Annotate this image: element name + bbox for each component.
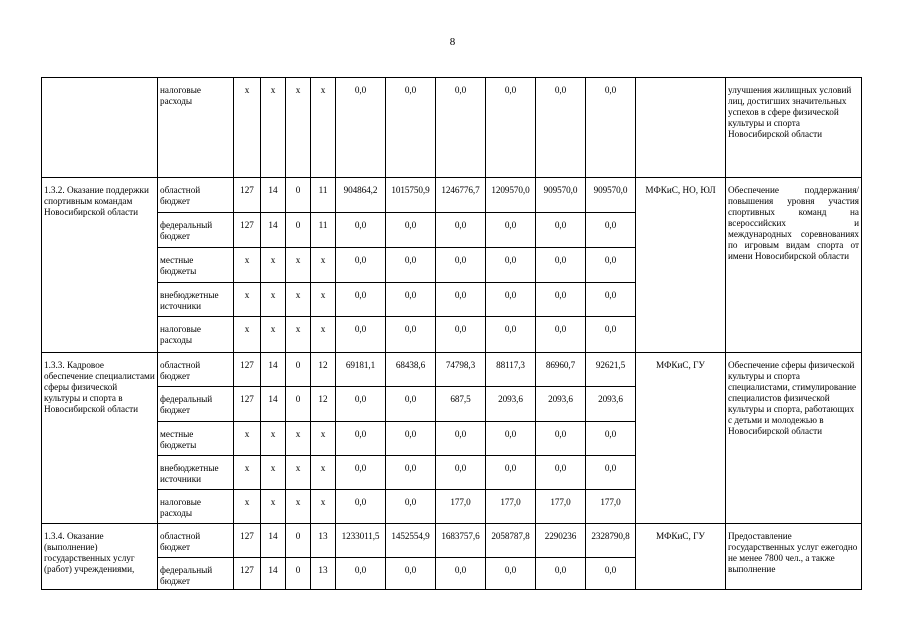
- expected-result-cell: Обеспечение поддержания/повышения уровня участия спортивных команд на всероссийских и международных соревнованиях по игровым видам спорта от имени Новосибирской области: [726, 178, 862, 353]
- expected-result-cell: Обеспечение сферы физической культуры и спорта специалистами, стимулирование специалистов физической культуры и спорта, работающих с детьми и молодежью в Новосибирской области: [726, 353, 862, 524]
- grbs-cell: х: [234, 317, 261, 353]
- amount-cell: 687,5: [436, 387, 486, 422]
- grbs-cell: х: [234, 248, 261, 283]
- amount-cell: 177,0: [486, 490, 536, 524]
- amount-cell: 0,0: [336, 78, 386, 178]
- funding-source-cell: федеральный бюджет: [158, 558, 234, 590]
- funding-source-cell: областной бюджет: [158, 178, 234, 213]
- amount-cell: 0,0: [586, 78, 636, 178]
- grbs-cell: 127: [234, 213, 261, 248]
- amount-cell: 2093,6: [536, 387, 586, 422]
- expected-result-cell: улучшения жилищных условий лиц, достигших значительных успехов в сфере физической культуры и спорта Новосибирской области: [726, 78, 862, 178]
- amount-cell: 177,0: [586, 490, 636, 524]
- page-number: 8: [449, 36, 456, 48]
- rz-cell: х: [261, 248, 286, 283]
- funding-source-cell: областной бюджет: [158, 524, 234, 558]
- amount-cell: 1015750,9: [386, 178, 436, 213]
- rz-cell: х: [261, 456, 286, 490]
- amount-cell: 0,0: [486, 422, 536, 456]
- amount-cell: 86960,7: [536, 353, 586, 387]
- amount-cell: 1209570,0: [486, 178, 536, 213]
- amount-cell: 904864,2: [336, 178, 386, 213]
- executor-cell: МФКиС, ГУ: [636, 524, 726, 590]
- amount-cell: 0,0: [486, 213, 536, 248]
- csr-cell: х: [311, 317, 336, 353]
- rz-cell: х: [261, 422, 286, 456]
- amount-cell: 0,0: [536, 317, 586, 353]
- rz-cell: х: [261, 78, 286, 178]
- grbs-cell: 127: [234, 524, 261, 558]
- funding-source-cell: налоговые расходы: [158, 317, 234, 353]
- amount-cell: 0,0: [536, 78, 586, 178]
- amount-cell: 177,0: [436, 490, 486, 524]
- amount-cell: 0,0: [386, 317, 436, 353]
- amount-cell: 0,0: [536, 283, 586, 317]
- amount-cell: 2058787,8: [486, 524, 536, 558]
- amount-cell: 909570,0: [586, 178, 636, 213]
- csr-cell: х: [311, 283, 336, 317]
- amount-cell: 0,0: [486, 317, 536, 353]
- amount-cell: 92621,5: [586, 353, 636, 387]
- grbs-cell: х: [234, 456, 261, 490]
- funding-source-cell: местные бюджеты: [158, 422, 234, 456]
- amount-cell: 1452554,9: [386, 524, 436, 558]
- amount-cell: 1233011,5: [336, 524, 386, 558]
- grbs-cell: х: [234, 78, 261, 178]
- funding-source-cell: налоговые расходы: [158, 78, 234, 178]
- amount-cell: 0,0: [586, 248, 636, 283]
- amount-cell: 0,0: [586, 317, 636, 353]
- grbs-cell: х: [234, 490, 261, 524]
- pr-cell: 0: [286, 558, 311, 590]
- csr-cell: 12: [311, 353, 336, 387]
- amount-cell: 0,0: [486, 558, 536, 590]
- funding-source-cell: внебюджетные источники: [158, 283, 234, 317]
- csr-cell: х: [311, 422, 336, 456]
- csr-cell: х: [311, 248, 336, 283]
- amount-cell: 1246776,7: [436, 178, 486, 213]
- rz-cell: х: [261, 283, 286, 317]
- amount-cell: 177,0: [536, 490, 586, 524]
- pr-cell: х: [286, 422, 311, 456]
- amount-cell: 0,0: [536, 456, 586, 490]
- amount-cell: 88117,3: [486, 353, 536, 387]
- amount-cell: 0,0: [386, 248, 436, 283]
- csr-cell: 11: [311, 213, 336, 248]
- amount-cell: 0,0: [536, 422, 586, 456]
- csr-cell: 12: [311, 387, 336, 422]
- amount-cell: 0,0: [486, 248, 536, 283]
- table-row: [42, 178, 862, 213]
- amount-cell: 0,0: [336, 213, 386, 248]
- measure-name-cell: 1.3.4. Оказание (выполнение) государственных услуг (работ) учреждениями,: [42, 524, 158, 590]
- amount-cell: 0,0: [586, 283, 636, 317]
- amount-cell: 0,0: [436, 248, 486, 283]
- amount-cell: 0,0: [386, 456, 436, 490]
- pr-cell: 0: [286, 353, 311, 387]
- budget-table: [41, 77, 862, 590]
- grbs-cell: 127: [234, 353, 261, 387]
- rz-cell: 14: [261, 387, 286, 422]
- amount-cell: 0,0: [386, 558, 436, 590]
- grbs-cell: 127: [234, 558, 261, 590]
- funding-source-cell: областной бюджет: [158, 353, 234, 387]
- measure-name-cell: 1.3.3. Кадровое обеспечение специалистами сферы физической культуры и спорта в Новосибирской области: [42, 353, 158, 524]
- funding-source-cell: федеральный бюджет: [158, 213, 234, 248]
- csr-cell: 11: [311, 178, 336, 213]
- pr-cell: х: [286, 456, 311, 490]
- measure-name-cell: 1.3.2. Оказание поддержки спортивным командам Новосибирской области: [42, 178, 158, 353]
- grbs-cell: 127: [234, 387, 261, 422]
- executor-cell: МФКиС, ГУ: [636, 353, 726, 524]
- amount-cell: 0,0: [386, 422, 436, 456]
- amount-cell: 2093,6: [486, 387, 536, 422]
- funding-source-cell: внебюджетные источники: [158, 456, 234, 490]
- amount-cell: 0,0: [336, 387, 386, 422]
- amount-cell: 0,0: [536, 248, 586, 283]
- amount-cell: 0,0: [336, 317, 386, 353]
- amount-cell: 0,0: [336, 422, 386, 456]
- csr-cell: х: [311, 490, 336, 524]
- rz-cell: 14: [261, 353, 286, 387]
- amount-cell: 2093,6: [586, 387, 636, 422]
- pr-cell: 0: [286, 524, 311, 558]
- amount-cell: 0,0: [586, 213, 636, 248]
- amount-cell: 0,0: [436, 456, 486, 490]
- pr-cell: 0: [286, 213, 311, 248]
- rz-cell: 14: [261, 213, 286, 248]
- rz-cell: 14: [261, 178, 286, 213]
- measure-name-cell: [42, 78, 158, 178]
- executor-cell: [636, 78, 726, 178]
- rz-cell: х: [261, 317, 286, 353]
- amount-cell: 909570,0: [536, 178, 586, 213]
- table-row: [42, 353, 862, 387]
- amount-cell: 0,0: [486, 78, 536, 178]
- grbs-cell: 127: [234, 178, 261, 213]
- expected-result-cell: Предоставление государственных услуг ежегодно не менее 7800 чел., а также выполнение: [726, 524, 862, 590]
- executor-cell: МФКиС, НО, ЮЛ: [636, 178, 726, 353]
- amount-cell: 0,0: [536, 558, 586, 590]
- csr-cell: х: [311, 456, 336, 490]
- funding-source-cell: местные бюджеты: [158, 248, 234, 283]
- amount-cell: 0,0: [586, 422, 636, 456]
- amount-cell: 0,0: [386, 213, 436, 248]
- pr-cell: х: [286, 283, 311, 317]
- pr-cell: х: [286, 317, 311, 353]
- csr-cell: 13: [311, 524, 336, 558]
- rz-cell: х: [261, 490, 286, 524]
- amount-cell: 69181,1: [336, 353, 386, 387]
- amount-cell: 0,0: [536, 213, 586, 248]
- pr-cell: х: [286, 248, 311, 283]
- amount-cell: 0,0: [336, 558, 386, 590]
- funding-source-cell: налоговые расходы: [158, 490, 234, 524]
- amount-cell: 0,0: [336, 456, 386, 490]
- amount-cell: 0,0: [436, 78, 486, 178]
- amount-cell: 0,0: [436, 317, 486, 353]
- amount-cell: 1683757,6: [436, 524, 486, 558]
- amount-cell: 0,0: [486, 283, 536, 317]
- amount-cell: 0,0: [436, 213, 486, 248]
- rz-cell: 14: [261, 524, 286, 558]
- amount-cell: 0,0: [586, 558, 636, 590]
- table-row: [42, 524, 862, 558]
- pr-cell: х: [286, 78, 311, 178]
- amount-cell: 0,0: [386, 283, 436, 317]
- amount-cell: 2328790,8: [586, 524, 636, 558]
- amount-cell: 0,0: [436, 558, 486, 590]
- amount-cell: 0,0: [436, 283, 486, 317]
- grbs-cell: х: [234, 422, 261, 456]
- amount-cell: 0,0: [336, 283, 386, 317]
- amount-cell: 0,0: [336, 248, 386, 283]
- amount-cell: 0,0: [386, 78, 436, 178]
- rz-cell: 14: [261, 558, 286, 590]
- csr-cell: х: [311, 78, 336, 178]
- pr-cell: х: [286, 490, 311, 524]
- funding-source-cell: федеральный бюджет: [158, 387, 234, 422]
- amount-cell: 0,0: [486, 456, 536, 490]
- amount-cell: 0,0: [586, 456, 636, 490]
- amount-cell: 0,0: [436, 422, 486, 456]
- amount-cell: 68438,6: [386, 353, 436, 387]
- amount-cell: 0,0: [386, 387, 436, 422]
- pr-cell: 0: [286, 178, 311, 213]
- amount-cell: 2290236: [536, 524, 586, 558]
- csr-cell: 13: [311, 558, 336, 590]
- table-row: [42, 78, 862, 178]
- amount-cell: 74798,3: [436, 353, 486, 387]
- amount-cell: 0,0: [386, 490, 436, 524]
- amount-cell: 0,0: [336, 490, 386, 524]
- grbs-cell: х: [234, 283, 261, 317]
- pr-cell: 0: [286, 387, 311, 422]
